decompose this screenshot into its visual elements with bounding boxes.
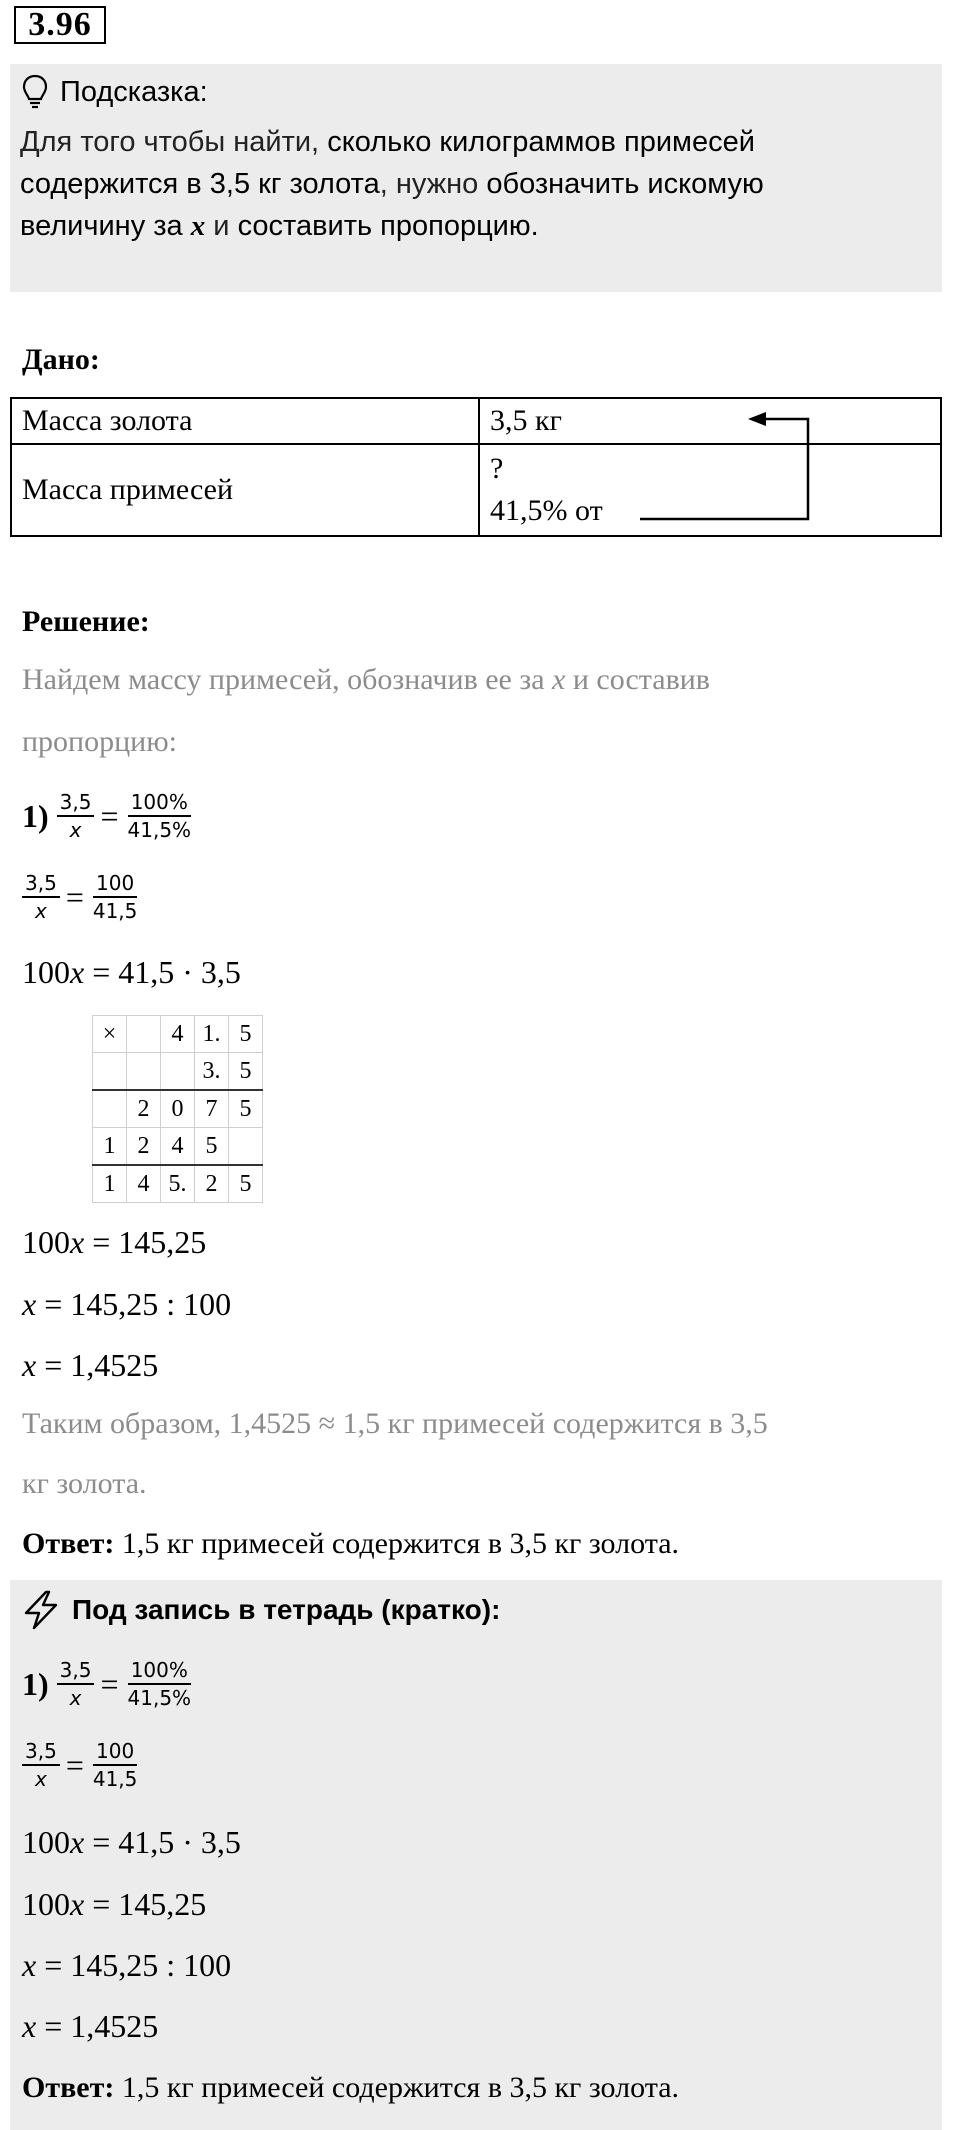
hint-emphasis: составить пропорцию	[237, 210, 531, 242]
mul-cell: 5	[229, 1053, 263, 1091]
equals-sign: =	[100, 1665, 119, 1702]
conclusion-line-2: кг золота.	[22, 1467, 147, 1500]
eq-text: = 1,4525	[36, 2008, 159, 2044]
fraction	[22, 871, 60, 923]
hint-emphasis: обозначить искомую	[486, 168, 764, 200]
fraction-numerator: 3,5	[22, 871, 60, 898]
mul-cell: 4	[161, 1016, 195, 1053]
notebook-proportion-1	[22, 1648, 196, 1720]
mul-cell: 4	[127, 1165, 161, 1203]
table-row	[93, 1053, 263, 1091]
mul-cell: 5.	[161, 1165, 195, 1203]
equation-4	[22, 1345, 158, 1385]
hint-text: .	[530, 210, 539, 242]
lightning-icon	[22, 1590, 60, 1630]
hint-line-3	[20, 206, 539, 246]
conclusion-line-1: Таким образом, 1,4525 ≈ 1,5 кг примесей содержится в 3,5	[22, 1407, 768, 1440]
eq-text: = 145,25 : 100	[36, 1947, 232, 1983]
mul-cell: 5	[229, 1016, 263, 1053]
fraction	[22, 1739, 60, 1791]
eq-variable: x	[70, 1824, 85, 1860]
step-label: 1)	[22, 797, 49, 834]
notebook-proportion-2	[20, 1730, 142, 1800]
solution-intro-line-2: пропорцию:	[22, 725, 177, 758]
mul-cell: 2	[127, 1128, 161, 1166]
table-row	[93, 1128, 263, 1166]
fraction	[90, 1739, 141, 1791]
fraction-denominator: 41,5	[92, 1767, 138, 1791]
mul-cell	[127, 1016, 161, 1053]
answer-text: 1,5 кг примесей содержится в 3,5 кг золота.	[114, 2071, 680, 2104]
intro-text: Найдем массу примесей, обозначив ее за	[22, 663, 553, 696]
mul-cell: 0	[161, 1090, 195, 1128]
given-percent: 41,5% от	[490, 494, 603, 527]
mul-cell: 1	[93, 1165, 127, 1203]
fraction-numerator: 100	[93, 1739, 137, 1766]
hint-emphasis: величину за	[20, 210, 191, 242]
hint-text: Для того чтобы найти,	[20, 126, 328, 158]
eq-text: = 145,25	[84, 1224, 207, 1260]
eq-text: 100	[22, 1224, 70, 1260]
notebook-equation-3	[22, 1945, 231, 1985]
mul-cell	[127, 1053, 161, 1091]
eq-text: 100	[22, 954, 70, 990]
eq-text: = 41,5 · 3,5	[84, 1824, 241, 1860]
fraction-denominator: x	[34, 899, 47, 923]
given-name-cell: Масса золота	[11, 398, 479, 444]
answer-label: Ответ:	[22, 2071, 115, 2104]
mul-cell: 2	[127, 1090, 161, 1128]
fraction-denominator: x	[34, 1767, 47, 1791]
proportion-2	[20, 862, 142, 932]
fraction	[57, 1658, 95, 1710]
mul-cell: ×	[93, 1016, 127, 1053]
eq-text: = 145,25 : 100	[36, 1286, 232, 1322]
fraction	[125, 790, 195, 842]
solution-label: Решение:	[22, 605, 150, 638]
given-label: Дано:	[22, 343, 100, 376]
notebook-equation-1	[22, 1822, 241, 1862]
equals-sign: =	[100, 797, 119, 834]
eq-variable: x	[70, 1224, 85, 1260]
fraction	[90, 871, 141, 923]
intro-variable: x	[552, 663, 566, 696]
fraction	[57, 790, 95, 842]
fraction-numerator: 3,5	[22, 1739, 60, 1766]
fraction-denominator: 41,5%	[127, 818, 192, 842]
hint-text: и	[205, 210, 238, 242]
hint-text: , нужно	[379, 168, 487, 200]
fraction-numerator: 100%	[128, 1658, 191, 1685]
table-row	[93, 1016, 263, 1053]
eq-variable: x	[70, 954, 85, 990]
equals-sign: =	[65, 878, 84, 915]
mul-cell: 1	[93, 1128, 127, 1166]
mul-cell	[93, 1090, 127, 1128]
eq-variable: x	[22, 1947, 37, 1983]
mul-cell: 1.	[195, 1016, 229, 1053]
eq-variable: x	[70, 1886, 85, 1922]
answer-label: Ответ:	[22, 1527, 115, 1560]
eq-text: = 1,4525	[36, 1347, 159, 1383]
notebook-header	[22, 1588, 500, 1632]
hint-line-2	[20, 164, 764, 204]
mul-cell	[229, 1128, 263, 1166]
hint-emphasis: содержится в 3,5 кг золота	[20, 168, 380, 200]
given-value-cell: 3,5 кг	[479, 398, 941, 444]
equation-3	[22, 1284, 231, 1324]
notebook-title: Под запись в тетрадь (кратко):	[72, 1594, 501, 1625]
mul-cell: 4	[161, 1128, 195, 1166]
solution-intro-line-1	[22, 660, 710, 700]
equation-1	[22, 952, 241, 992]
hint-variable: x	[190, 210, 206, 242]
mul-cell: 3.	[195, 1053, 229, 1091]
intro-text: и составив	[565, 663, 710, 696]
answer-text: 1,5 кг примесей содержится в 3,5 кг золота.	[114, 1527, 680, 1560]
fraction-denominator: 41,5%	[127, 1686, 192, 1710]
fraction-numerator: 100	[93, 871, 137, 898]
fraction-numerator: 3,5	[57, 790, 95, 817]
mul-cell: 7	[195, 1090, 229, 1128]
answer-line	[22, 1524, 679, 1564]
task-number: 3.96	[14, 6, 106, 44]
table-row	[93, 1090, 263, 1128]
mul-cell: 5	[195, 1128, 229, 1166]
notebook-answer-line	[22, 2068, 679, 2108]
fraction-denominator: 41,5	[92, 899, 138, 923]
fraction	[125, 1658, 195, 1710]
fraction-numerator: 100%	[128, 790, 191, 817]
hint-line-1	[20, 122, 755, 162]
notebook-equation-2	[22, 1884, 206, 1924]
eq-text: = 41,5 · 3,5	[84, 954, 241, 990]
mul-cell	[93, 1053, 127, 1091]
notebook-equation-4	[22, 2006, 158, 2046]
fraction-denominator: x	[69, 818, 82, 842]
hint-title: Подсказка:	[60, 75, 208, 108]
fraction-denominator: x	[69, 1686, 82, 1710]
eq-text: = 145,25	[84, 1886, 207, 1922]
multiplication-table	[92, 1015, 263, 1203]
eq-variable: x	[22, 1286, 37, 1322]
hint-emphasis: сколько килограммов примесей	[327, 126, 755, 158]
equation-2	[22, 1222, 206, 1262]
eq-variable: x	[22, 1347, 37, 1383]
mul-cell	[161, 1053, 195, 1091]
proportion-1	[22, 780, 196, 852]
fraction-numerator: 3,5	[57, 1658, 95, 1685]
lightbulb-icon	[22, 74, 48, 110]
mul-cell: 5	[229, 1165, 263, 1203]
equals-sign: =	[65, 1746, 84, 1783]
mul-cell: 5	[229, 1090, 263, 1128]
table-row	[93, 1165, 263, 1203]
step-label: 1)	[22, 1665, 49, 1702]
given-name-cell: Масса примесей	[11, 444, 479, 536]
mul-cell: 2	[195, 1165, 229, 1203]
hint-header	[22, 72, 208, 112]
eq-text: 100	[22, 1886, 70, 1922]
given-unknown: ?	[490, 452, 504, 485]
eq-text: 100	[22, 1824, 70, 1860]
reference-arrow	[620, 400, 820, 530]
eq-variable: x	[22, 2008, 37, 2044]
